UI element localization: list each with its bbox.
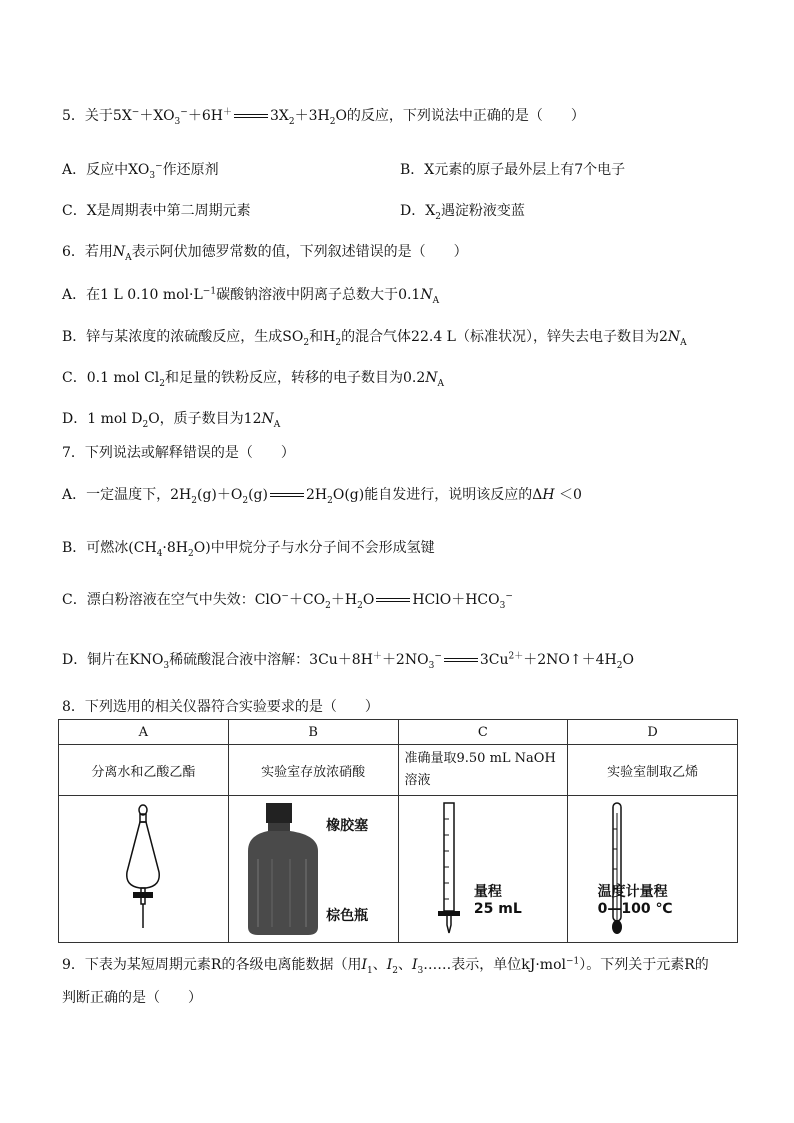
cell-d-image	[568, 796, 738, 943]
question-7-option-d[interactable]: D．铜片在$KNO_3$稀硫酸混合液中溶解：$3Cu+8H^++2NO_3^-$ $3Cu^{2+}+2NO↑+4H_2O$	[62, 651, 634, 671]
col-header-b: B	[228, 720, 398, 745]
question-6-stem: 6．若用$N_A$表示阿伏加德罗常数的值，下列叙述错误的是（ ）	[62, 244, 468, 263]
question-6-option-a[interactable]: A．在1 L 0.10 $mol\cdot L^{-1}$碳酸钠溶液中阴离子总数大于$0.1N_A$	[62, 286, 440, 306]
col-header-c: C	[398, 720, 568, 745]
thermometer-range-label: 温度计量程	[597, 884, 668, 900]
desc-c: 准确量取9.50 mL NaOH溶液	[398, 745, 568, 796]
cell-c-image	[398, 796, 568, 943]
question-6-option-c[interactable]: C．0.1 mol $Cl_2$和足量的铁粉反应，转移的电子数目为$0.2N_A$	[62, 370, 445, 389]
thermometer-range-value: 0—100 ℃	[597, 901, 673, 917]
question-5-stem: 5．关于$5X^-+XO_3^-+6H^+$ $3X_2+3H_2O$的反应，下列说法中正确的是（ ）	[62, 107, 585, 127]
question-6-option-b[interactable]: B．锌与某浓度的浓硫酸反应，生成$SO_2$和$H_2$的混合气体22.4 L（标准状况），锌失去电子数目为$2N_A$	[62, 329, 687, 348]
desc-a: 分离水和乙酸乙酯	[59, 745, 229, 796]
stopper-label: 橡胶塞	[326, 818, 369, 834]
question-5-option-c[interactable]: C．X是周期表中第二周期元素	[62, 203, 251, 219]
question-6-option-d[interactable]: D．1 mol $D_2O$，质子数目为$12N_A$	[62, 411, 281, 430]
question-9-stem-line2: 判断正确的是（ ）	[62, 990, 202, 1006]
range-value: 25 mL	[473, 901, 522, 917]
question-7-option-b[interactable]: B．可燃冰$(CH_4\cdot 8H_2O)$中甲烷分子与水分子间不会形成氢键	[62, 540, 435, 559]
question-8-stem: 8．下列选用的相关仪器符合实验要求的是（ ）	[62, 699, 379, 715]
brown-bottle-icon	[238, 799, 328, 939]
question-7-stem: 7．下列说法或解释错误的是（ ）	[62, 445, 295, 461]
cell-b-image	[228, 796, 398, 943]
question-5-option-b[interactable]: B．X元素的原子最外层上有7个电子	[400, 162, 626, 178]
question-8-table	[58, 719, 738, 943]
bottle-label: 棕色瓶	[326, 908, 369, 924]
question-9-stem-line1: 9．下表为某短周期元素R的各级电离能数据（用$I_1$、$I_2$、$I_3\dots\dots$表示，单位kJ·mol$^{-1}$）。下列关于元素R的	[62, 956, 709, 976]
range-label: 量程	[473, 884, 502, 900]
cell-a-image	[59, 796, 229, 943]
question-5-option-a[interactable]: A．反应中$XO_3^-$作还原剂	[62, 161, 219, 181]
thermometer-icon	[604, 799, 634, 939]
desc-b: 实验室存放浓硝酸	[228, 745, 398, 796]
burette-icon	[432, 799, 472, 939]
col-header-d: D	[568, 720, 738, 745]
question-7-option-a[interactable]: A．一定温度下，$2H_2(g)+O_2(g)$ $2H_2O(g)$能自发进行，说明该反应的ΔH ＜0	[62, 487, 582, 506]
question-7-option-c[interactable]: C．漂白粉溶液在空气中失效：$ClO^-+CO_2+H_2O$ $HClO+HCO_3^-$	[62, 591, 513, 611]
desc-d: 实验室制取乙烯	[568, 745, 738, 796]
question-5-option-d[interactable]: D．$X_2$遇淀粉液变蓝	[400, 203, 525, 222]
col-header-a: A	[59, 720, 229, 745]
separatory-funnel-icon	[113, 802, 173, 932]
